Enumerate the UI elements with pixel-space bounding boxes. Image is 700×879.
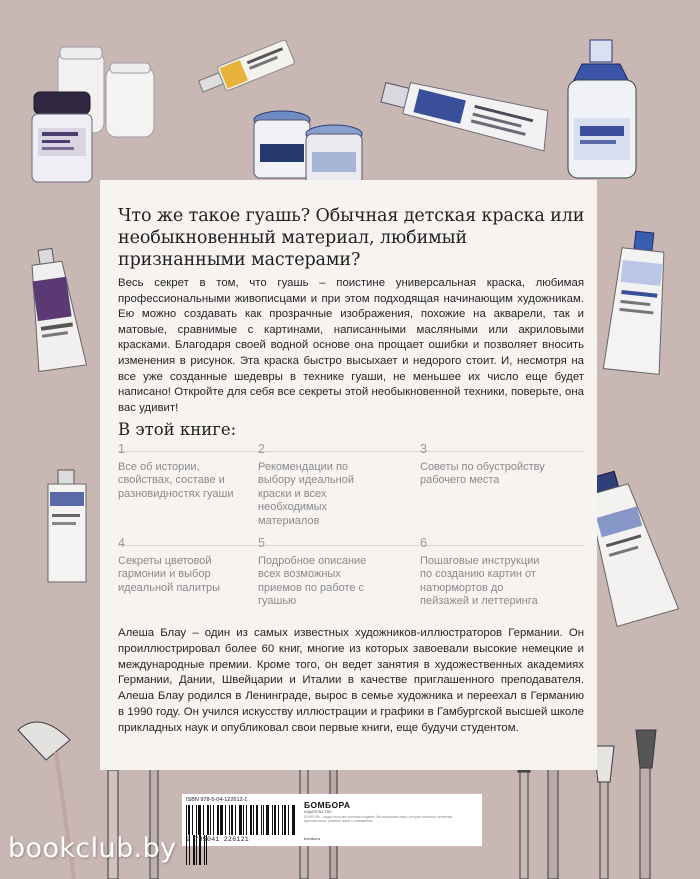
feature-number: 6: [420, 536, 427, 550]
barcode-stripe: [239, 805, 242, 835]
feature-text: Подробное описание всех возможных приемов по работе с гуашью: [258, 554, 367, 607]
purple-paint-tube-illustration: [25, 248, 95, 378]
barcode-stripe: [198, 805, 201, 835]
barcode-stripe: [207, 805, 209, 835]
barcode-stripe: [263, 805, 264, 835]
feature-item-1: [118, 443, 244, 501]
barcode-stripe: [272, 805, 273, 835]
barcode-stripe: [225, 805, 226, 835]
paint-bottle-illustration: [560, 40, 650, 185]
gouache-jar-purple-illustration: [30, 92, 96, 187]
feature-number: 1: [118, 442, 125, 456]
author-bio: Алеша Блау – один из самых известных художников-иллюстраторов Германии. Он проиллюстрировал более 60 книг, многие из которых завоевали высокие немецкие и международные премии. Кроме того, он ведет занятия в художественных академиях Германии, Дании, Швейцарии и Италии в качестве приглашенного преподавателя. Алеша Блау родился в Ленинграде, вырос в семье художника и переехал в Германию в 1990 году. Он учился искусству иллюстрации и графики в Гамбургской высшей школе прикладных наук и опубликовал свои первые книги, еще будучи студентом.: [118, 627, 584, 734]
barcode-stripe: [261, 805, 262, 835]
barcode-stripe: [282, 805, 283, 835]
barcode-stripe: [246, 805, 247, 835]
watermark: bookclub.by: [8, 833, 177, 864]
publisher-logo: БОМБОРА: [304, 800, 351, 810]
barcode-stripe: [278, 805, 279, 835]
feature-item-3: [420, 443, 546, 488]
barcode-bars: [186, 805, 296, 835]
barcode-stripe: [292, 805, 295, 835]
feature-text: Советы по обустройству рабочего места: [420, 460, 545, 486]
barcode-stripe: [274, 805, 276, 835]
feature-number: 3: [420, 442, 427, 456]
barcode-stripe: [256, 805, 258, 835]
feature-text: Рекомендации по выбору идеальной краски и всех необходимых материалов: [258, 460, 355, 527]
feature-item-5: [258, 537, 384, 609]
barcode-stripe: [203, 805, 204, 835]
barcode-stripe: [186, 805, 187, 835]
barcode-stripe: [235, 805, 236, 835]
white-paint-tube-illustration: [380, 72, 560, 162]
feature-text: Секреты цветовой гармонии и выбор идеальной палитры: [118, 554, 221, 594]
headline: Что же такое гуашь? Обычная детская краска или необыкновенный материал, любимый признанными мастерами?: [118, 206, 585, 270]
barcode-stripe: [188, 805, 190, 835]
isbn-label: ISBN 978-5-04-122612-1: [186, 797, 248, 803]
barcode-stripe: [192, 805, 193, 835]
feature-number: 5: [258, 536, 265, 550]
barcode-stripe: [210, 805, 211, 835]
barcode-stripe: [213, 805, 214, 835]
barcode-stripe: [288, 805, 289, 835]
yellow-paint-tube-illustration: [192, 40, 302, 100]
barcode-stripe: [243, 805, 244, 835]
barcode-stripe: [220, 805, 223, 835]
barcode-stripe: [196, 805, 197, 835]
feature-text: Пошаговые инструкции по созданию картин от натюрмортов до пейзажей и леттеринга: [420, 554, 540, 607]
social-icons: bombora: [304, 836, 320, 841]
feature-item-2: [258, 443, 384, 528]
book-section-heading: В этой книге:: [118, 420, 237, 439]
publisher-fine-print: БОМБОРА – лидер на рынке полезных изданий. Мы выпускаем книги, которые помогают читателям вдохновляться, узнавать новое и развиваться.: [304, 815, 453, 823]
barcode-stripe: [284, 805, 286, 835]
feature-item-6: [420, 537, 546, 609]
barcode-stripe: [217, 805, 219, 835]
barcode-stripe: [253, 805, 254, 835]
barcode-stripe: [266, 805, 269, 835]
feature-item-4: [118, 537, 244, 595]
blue-paint-tube-illustration-right: [600, 232, 680, 382]
white-paint-tube-illustration-left: [40, 470, 100, 590]
feature-number: 2: [258, 442, 265, 456]
publisher-subtitle: ИЗДАТЕЛЬСТВО: [304, 810, 332, 814]
feature-text: Все об истории, свойствах, составе и разновидностях гуаши: [118, 460, 234, 500]
feature-number: 4: [118, 536, 125, 550]
barcode-block: [182, 794, 482, 846]
intro-paragraph: Весь секрет в том, что гуашь – поистине универсальная краска, любимая профессиональными живописцами и при этом подходящая начинающим художникам. Ею можно создавать как прозрачные изображения, похожие на акварели, так и матовые, сравнимые с картинами, написанными масляными или акриловыми красками. Благодаря своей водной основе она прощает ошибки и позволяет вносить изменения в рисунок. Эта краска быстро высыхает и недорого стоит. И, несмотря на все уже созданные шедевры в технике гуаши, не меньшее их число еще будет написано! Откройте для себя все секреты этой необыкновенной техники, поверьте, она вас удивит!: [118, 277, 584, 414]
barcode-stripe: [250, 805, 252, 835]
barcode-number: 9 785041 226121: [186, 836, 250, 843]
barcode-stripe: [229, 805, 230, 835]
barcode-stripe: [231, 805, 233, 835]
